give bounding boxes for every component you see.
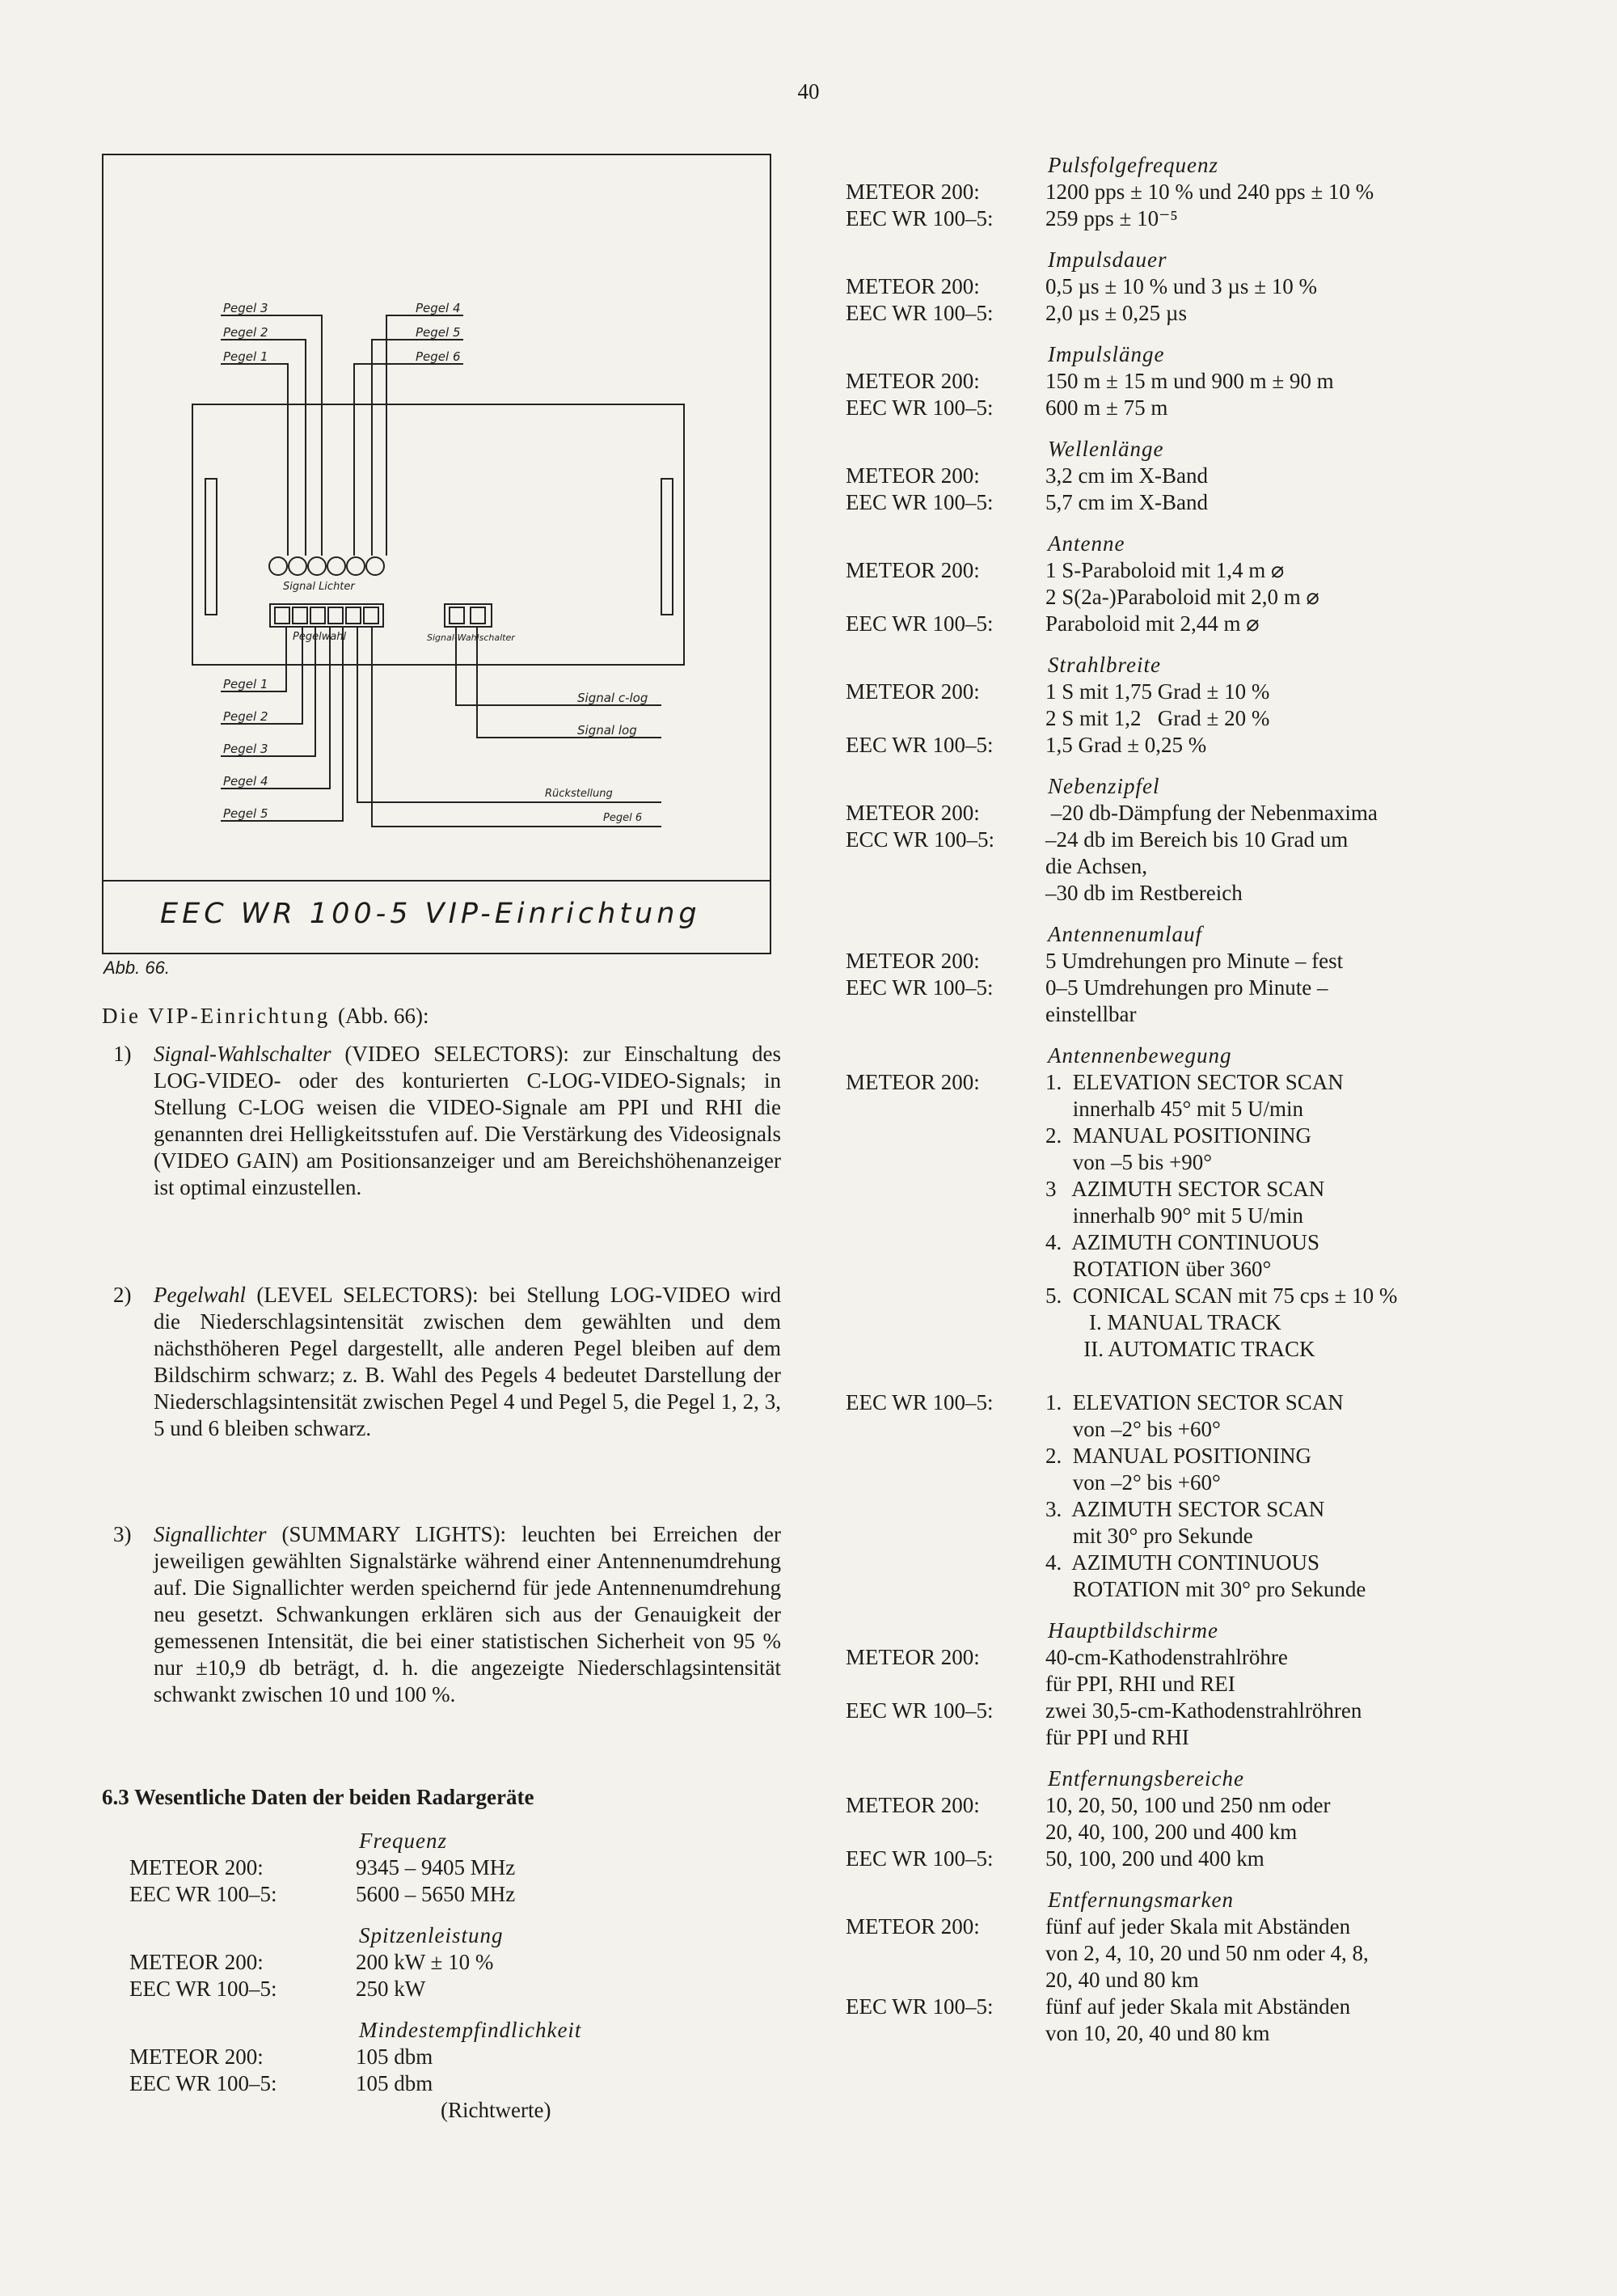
page-number: 40 [797, 79, 820, 104]
spec-row [846, 611, 1517, 637]
spec-row [846, 800, 1517, 827]
spec-value: –20 db-Dämpfung der Nebenmaxima [1045, 801, 1378, 825]
spec-value: ROTATION mit 30° pro Sekunde [1045, 1577, 1366, 1601]
spec-value: einstellbar [1045, 1002, 1137, 1026]
panel-outline [192, 404, 684, 665]
spec-row [846, 1698, 1517, 1724]
spec-row [846, 1671, 1517, 1698]
spec-row [846, 2020, 1517, 2047]
spec-key: METEOR 200: [846, 1793, 980, 1817]
label-signal-wahlschalter: Signal-Wahlschalter [427, 632, 515, 643]
spec-row [129, 2070, 776, 2097]
spec-value: 4. AZIMUTH CONTINUOUS [1045, 1550, 1319, 1575]
spec-row [846, 1229, 1517, 1256]
signal-light-5 [347, 557, 365, 575]
spec-value: 50, 100, 200 und 400 km [1045, 1846, 1264, 1871]
spec-row [846, 975, 1517, 1001]
label-pegel3-bottom: Pegel 3 [223, 742, 268, 756]
spec-key: EEC WR 100–5: [846, 1390, 994, 1414]
label-pegel6-bottom: Pegel 6 [603, 812, 643, 824]
spec-value: 600 m ± 75 m [1045, 395, 1168, 420]
spec-value: 3 AZIMUTH SECTOR SCAN [1045, 1177, 1325, 1201]
spec-row [846, 1149, 1517, 1176]
spec-value: 2 S mit 1,2 Grad ± 20 % [1045, 706, 1270, 730]
spec-value: 4. AZIMUTH CONTINUOUS [1045, 1230, 1319, 1254]
list-item-signallichter [102, 1521, 781, 1708]
spec-row [846, 732, 1517, 759]
list-item-pegelwahl [102, 1282, 781, 1442]
right-slot [661, 479, 673, 615]
spec-value: 5 Umdrehungen pro Minute – fest [1045, 949, 1344, 973]
spec-row [846, 1283, 1517, 1309]
spec-key: EEC WR 100–5: [846, 1846, 994, 1871]
spec-row [846, 880, 1517, 907]
spec-value: 3. AZIMUTH SECTOR SCAN [1045, 1497, 1325, 1521]
spec-value: 40-cm-Kathodenstrahlröhre [1045, 1645, 1288, 1669]
spec-heading: Wellenlänge [1048, 437, 1164, 461]
spec-value: von –2° bis +60° [1045, 1470, 1221, 1495]
spec-heading: Entfernungsbereiche [1048, 1766, 1244, 1791]
spec-row [129, 1854, 776, 1881]
spec-heading-mindestempfindlichkeit: Mindestempfindlichkeit [359, 2018, 582, 2042]
label-rueckstellung: Rückstellung [545, 788, 613, 800]
spec-key: METEOR 200: [846, 1645, 980, 1669]
spec-value: 1. ELEVATION SECTOR SCAN [1045, 1390, 1344, 1414]
spec-key: METEOR 200: [129, 1855, 264, 1880]
label-pegelwahl: Pegelwahl [293, 631, 347, 643]
spec-row [846, 1644, 1517, 1671]
spec-value: 2. MANUAL POSITIONING [1045, 1123, 1311, 1148]
spec-heading: Antennenbewegung [1048, 1043, 1232, 1068]
spec-key: METEOR 200: [846, 1914, 980, 1939]
spec-key: EEC WR 100–5: [846, 975, 994, 1000]
spec-row [129, 1949, 776, 1976]
signal-light-6 [366, 557, 384, 575]
spec-heading: Pulsfolgefrequenz [1048, 153, 1218, 177]
spec-row [846, 1846, 1517, 1872]
label-pegel6-top: Pegel 6 [416, 349, 461, 364]
spec-key: METEOR 200: [846, 679, 980, 704]
spec-key: METEOR 200: [129, 1950, 264, 1974]
spec-row [846, 705, 1517, 732]
spec-row [846, 557, 1517, 584]
spec-row [846, 584, 1517, 611]
spec-key: METEOR 200: [846, 1070, 980, 1094]
left-slot [205, 479, 217, 615]
spec-row [846, 463, 1517, 489]
spec-row [846, 1096, 1517, 1123]
spec-value: von –5 bis +90° [1045, 1150, 1213, 1174]
label-pegel5-bottom: Pegel 5 [223, 806, 268, 821]
item-number: 1) [113, 1042, 132, 1066]
spec-value: 105 dbm [356, 2071, 433, 2095]
spec-value: 250 kW [356, 1977, 426, 2001]
item-title: Signal-Wahlschalter [154, 1042, 331, 1066]
spec-row [846, 1913, 1517, 1940]
spec-value: für PPI, RHI und REI [1045, 1672, 1235, 1696]
note-richtwerte: (Richtwerte) [441, 2098, 551, 2122]
section-heading: 6.3 Wesentliche Daten der beiden Radargeräte [102, 1785, 534, 1809]
spec-key: EEC WR 100–5: [846, 206, 994, 230]
spec-value: II. AUTOMATIC TRACK [1045, 1337, 1315, 1361]
spec-key: METEOR 200: [846, 180, 980, 204]
spec-key: EEC WR 100–5: [846, 301, 994, 325]
spec-row [129, 1881, 776, 1908]
spec-row [846, 1176, 1517, 1203]
spec-value: 2,0 µs ± 0,25 µs [1045, 301, 1187, 325]
spec-value: 1,5 Grad ± 0,25 % [1045, 733, 1207, 757]
spec-value: 20, 40 und 80 km [1045, 1968, 1199, 1992]
spec-value: 105 dbm [356, 2044, 433, 2069]
item-number: 3) [113, 1522, 132, 1546]
spec-value: ROTATION über 360° [1045, 1257, 1272, 1281]
label-signal-log: Signal log [577, 723, 637, 738]
label-pegel5-top: Pegel 5 [416, 325, 461, 340]
left-spec-list [129, 1828, 776, 2124]
intro-spaced: Die VIP-Einrichtung [102, 1004, 331, 1028]
spec-row [846, 1819, 1517, 1846]
spec-key: EEC WR 100–5: [846, 733, 994, 757]
spec-row [846, 1550, 1517, 1576]
spec-value: mit 30° pro Sekunde [1045, 1524, 1253, 1548]
item-title: Pegelwahl [154, 1283, 246, 1307]
spec-value: –24 db im Bereich bis 10 Grad um [1045, 827, 1349, 852]
label-pegel1-top: Pegel 1 [223, 349, 268, 364]
right-spec-list [846, 152, 1517, 2047]
vip-diagram [103, 155, 771, 883]
spec-row [846, 205, 1517, 232]
spec-heading: Antennenumlauf [1048, 922, 1202, 946]
spec-key: EEC WR 100–5: [846, 1994, 994, 2019]
spec-value: zwei 30,5-cm-Kathodenstrahlröhren [1045, 1698, 1362, 1723]
spec-value: die Achsen, [1045, 854, 1147, 878]
intro-rest: (Abb. 66): [337, 1004, 429, 1028]
spec-row [846, 395, 1517, 421]
spec-key: METEOR 200: [846, 558, 980, 582]
spec-key: EEC WR 100–5: [846, 395, 994, 420]
spec-heading-spitzenleistung: Spitzenleistung [359, 1923, 504, 1947]
spec-row [846, 300, 1517, 327]
spec-row [846, 1416, 1517, 1443]
figure-caption-bar [103, 880, 770, 953]
item-text: (VIDEO SELECTORS): zur Einschaltung des LOG-VIDEO- oder des konturierten C-LOG-VIDEO-Signals; in Stellung C-LOG weisen die VIDEO-Signale am PPI und RHI die genannten drei Helligkeitsstufen auf. Die Verstärkung des Videosignals (VIDEO GAIN) am Positionsanzeiger und am Bereichshöhenanzeiger ist optimal einzustellen. [154, 1042, 781, 1199]
spec-row [846, 1309, 1517, 1336]
spec-row [846, 1576, 1517, 1603]
spec-key: ECC WR 100–5: [846, 827, 995, 852]
signal-light-4 [327, 557, 345, 575]
spec-row [846, 1792, 1517, 1819]
spec-key: EEC WR 100–5: [129, 1977, 277, 2001]
spec-value: von 2, 4, 10, 20 und 50 nm oder 4, 8, [1045, 1941, 1369, 1965]
spec-key: EEC WR 100–5: [846, 490, 994, 514]
signal-light-3 [308, 557, 326, 575]
figure-caption: EEC WR 100-5 VIP-Einrichtung [160, 898, 701, 930]
spec-heading: Entfernungsmarken [1048, 1888, 1234, 1912]
spec-value: 10, 20, 50, 100 und 250 nm oder [1045, 1793, 1331, 1817]
spec-row [846, 679, 1517, 705]
spec-value: für PPI und RHI [1045, 1725, 1189, 1749]
spec-heading: Impulsdauer [1048, 247, 1167, 272]
label-pegel3-top: Pegel 3 [223, 301, 268, 315]
item-text: (LEVEL SELECTORS): bei Stellung LOG-VIDEO wird die Niederschlagsintensität zwischen dem gewählten und dem nächsthöheren Pegel dargestellt, alle anderen Pegel bleiben auf dem Bildschirm schwarz; z. B. Wahl des Pegels 4 bedeutet Darstellung der Niederschlagsintensität zwischen Pegel 4 und Pegel 5, die Pegel 1, 2, 3, 5 und 6 bleiben schwarz. [154, 1283, 781, 1440]
spec-value: I. MANUAL TRACK [1045, 1310, 1281, 1334]
label-pegel1-bottom: Pegel 1 [223, 677, 268, 691]
spec-row [846, 1363, 1517, 1389]
spec-row [846, 853, 1517, 880]
spec-row [846, 1256, 1517, 1283]
spec-row [846, 179, 1517, 205]
spec-row [129, 2044, 776, 2070]
spec-heading: Nebenzipfel [1048, 774, 1160, 798]
spec-key: METEOR 200: [846, 274, 980, 298]
spec-row [129, 1976, 776, 2002]
signal-light-2 [289, 557, 306, 575]
spec-value: 5. CONICAL SCAN mit 75 cps ± 10 % [1045, 1283, 1398, 1308]
label-signal-lichter: Signal Lichter [283, 581, 355, 593]
spec-key: METEOR 200: [846, 801, 980, 825]
spec-row [846, 1469, 1517, 1496]
spec-key: EEC WR 100–5: [846, 611, 994, 636]
spec-value: –30 db im Restbereich [1045, 881, 1243, 905]
spec-key: METEOR 200: [129, 2044, 264, 2069]
spec-row [846, 489, 1517, 516]
spec-value: 2 S(2a-)Paraboloid mit 2,0 m ⌀ [1045, 585, 1319, 609]
item-text: (SUMMARY LIGHTS): leuchten bei Erreichen der jeweiligen gewählten Signalstärke während einer Antennenumdrehung auf. Die Signallichter werden speichernd für jede Antennenumdrehung neu gesetzt. Schwankungen erklären sich aus der Genauigkeit der gemessenen Intensität, die bei einer statistischen Sicherheit von 95 % nur ±10,9 db beträgt, d. h. die angezeigte Niederschlagsintensität schwankt zwischen 10 und 100 %. [154, 1522, 781, 1706]
spec-value: Paraboloid mit 2,44 m ⌀ [1045, 611, 1260, 636]
figure-vip-diagram [102, 154, 771, 954]
spec-row [846, 368, 1517, 395]
spec-heading: Antenne [1048, 531, 1125, 556]
spec-row [846, 1123, 1517, 1149]
spec-row [846, 1203, 1517, 1229]
spec-value: 1200 pps ± 10 % und 240 pps ± 10 % [1045, 180, 1374, 204]
spec-value: 5600 – 5650 MHz [356, 1882, 516, 1906]
label-pegel2-bottom: Pegel 2 [223, 709, 268, 724]
spec-row [846, 1443, 1517, 1469]
spec-key: EEC WR 100–5: [846, 1698, 994, 1723]
spec-value: 9345 – 9405 MHz [356, 1855, 516, 1880]
spec-value: 259 pps ± 10⁻⁵ [1045, 206, 1178, 230]
spec-value: 5,7 cm im X-Band [1045, 490, 1208, 514]
spec-row [846, 1967, 1517, 1994]
list-item-signal-wahlschalter [102, 1041, 781, 1201]
spec-key: EEC WR 100–5: [129, 2071, 277, 2095]
spec-row [846, 1496, 1517, 1523]
spec-value: 200 kW ± 10 % [356, 1950, 494, 1974]
spec-value: 2. MANUAL POSITIONING [1045, 1444, 1311, 1468]
spec-row [846, 1069, 1517, 1096]
spec-heading: Strahlbreite [1048, 653, 1161, 677]
spec-value: 1 S mit 1,75 Grad ± 10 % [1045, 679, 1270, 704]
spec-row [846, 1389, 1517, 1416]
spec-key: METEOR 200: [846, 369, 980, 393]
figure-number: Abb. 66. [103, 958, 170, 978]
spec-key: METEOR 200: [846, 463, 980, 488]
label-pegel4-bottom: Pegel 4 [223, 774, 268, 789]
spec-row [846, 1001, 1517, 1028]
signal-light-1 [269, 557, 287, 575]
label-pegel4-top: Pegel 4 [416, 301, 461, 315]
spec-row [846, 1523, 1517, 1550]
spec-row [846, 1940, 1517, 1967]
spec-row [846, 827, 1517, 853]
spec-value: fünf auf jeder Skala mit Abständen [1045, 1914, 1351, 1939]
spec-value: 150 m ± 15 m und 900 m ± 90 m [1045, 369, 1334, 393]
item-number: 2) [113, 1283, 132, 1307]
item-title: Signallichter [154, 1522, 267, 1546]
spec-row [846, 1994, 1517, 2020]
spec-key: EEC WR 100–5: [129, 1882, 277, 1906]
spec-key: METEOR 200: [846, 949, 980, 973]
spec-row [846, 948, 1517, 975]
intro-line [102, 1003, 781, 1030]
spec-value: von 10, 20, 40 und 80 km [1045, 2021, 1270, 2045]
spec-row [846, 1724, 1517, 1751]
spec-value: 20, 40, 100, 200 und 400 km [1045, 1820, 1298, 1844]
label-signal-c-log: Signal c-log [577, 691, 648, 705]
spec-heading-frequenz: Frequenz [359, 1829, 447, 1853]
spec-heading: Impulslänge [1048, 342, 1165, 366]
spec-row [846, 273, 1517, 300]
spec-heading: Hauptbildschirme [1048, 1618, 1218, 1643]
spec-value: 1. ELEVATION SECTOR SCAN [1045, 1070, 1344, 1094]
spec-value: 0–5 Umdrehungen pro Minute – [1045, 975, 1328, 1000]
spec-value: 3,2 cm im X-Band [1045, 463, 1208, 488]
spec-row [846, 1336, 1517, 1363]
label-pegel2-top: Pegel 2 [223, 325, 268, 340]
spec-value: innerhalb 90° mit 5 U/min [1045, 1203, 1304, 1228]
spec-value: fünf auf jeder Skala mit Abständen [1045, 1994, 1351, 2019]
spec-value: 1 S-Paraboloid mit 1,4 m ⌀ [1045, 558, 1285, 582]
spec-value: 0,5 µs ± 10 % und 3 µs ± 10 % [1045, 274, 1317, 298]
spec-value: innerhalb 45° mit 5 U/min [1045, 1097, 1304, 1121]
spec-value: von –2° bis +60° [1045, 1417, 1221, 1441]
